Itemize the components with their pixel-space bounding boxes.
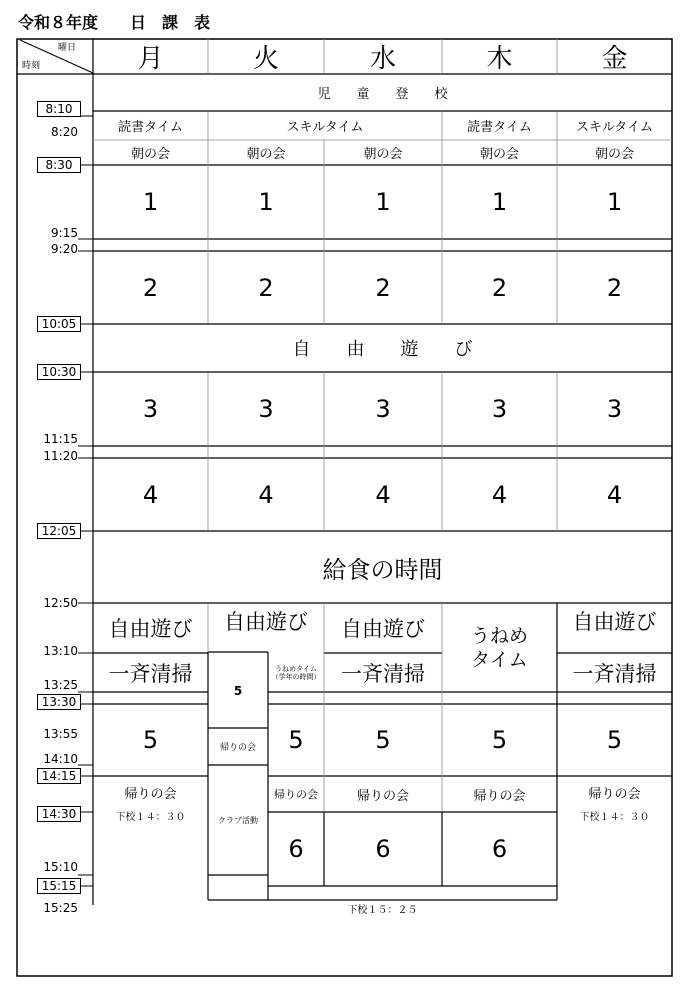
time-1515: 15:15 <box>37 878 81 894</box>
time-1310: 13:10 <box>43 644 78 658</box>
p4-fri: 4 <box>606 480 623 509</box>
time-1325: 13:25 <box>43 678 78 692</box>
asa-thu: 朝の会 <box>479 147 519 162</box>
p6-wed: 6 <box>375 835 391 863</box>
asa-mon: 朝の会 <box>130 147 170 162</box>
p3-mon: 3 <box>142 395 159 423</box>
time-1430: 14:30 <box>37 806 81 822</box>
jikoku-label: 時刻 <box>22 61 41 71</box>
time-1005: 10:05 <box>37 316 81 332</box>
free-wed: 自由遊び <box>341 617 425 641</box>
p4-thu: 4 <box>491 480 508 509</box>
geko-fri: 下校１４：３０ <box>579 811 650 823</box>
p1-thu: 1 <box>491 188 508 216</box>
time-1120: 11:20 <box>43 449 78 463</box>
time-0820: 8:20 <box>51 125 78 139</box>
time-0920: 9:20 <box>51 242 78 256</box>
time-1205: 12:05 <box>37 523 81 539</box>
day-fri: 金 <box>601 44 628 74</box>
p2-tue: 2 <box>258 273 274 302</box>
day-mon: 月 <box>137 44 164 74</box>
day-tue: 火 <box>252 44 279 74</box>
kaeri-fri: 帰りの会 <box>588 786 641 802</box>
skill-tue-wed: スキルタイム <box>286 120 364 135</box>
kaeri-mon: 帰りの会 <box>124 786 177 802</box>
p3-thu: 3 <box>491 395 508 423</box>
p4-wed: 4 <box>375 480 391 509</box>
day-thu: 木 <box>486 44 513 74</box>
asa-wed: 朝の会 <box>363 147 403 162</box>
reading-thu: 読書タイム <box>467 120 532 135</box>
free-play-cell: 自 由 遊 び <box>292 339 473 360</box>
p1-fri: 1 <box>606 188 623 216</box>
p2-thu: 2 <box>491 273 508 302</box>
time-1410: 14:10 <box>43 752 78 766</box>
time-1355: 13:55 <box>43 727 78 741</box>
kaeri-tue-small: 帰りの会 <box>219 743 256 753</box>
p5-tue: 5 <box>288 726 304 754</box>
p2-wed: 2 <box>375 273 391 302</box>
p2-fri: 2 <box>606 273 623 302</box>
p5-wed: 5 <box>375 726 391 754</box>
clean-fri: 一斉清掃 <box>572 661 657 686</box>
skill-fri: スキルタイム <box>575 120 654 135</box>
kaeri-tue: 帰りの会 <box>274 788 318 801</box>
geko-1525: 下校１５：２５ <box>347 904 418 916</box>
page-title: 令和８年度 日 課 表 <box>18 13 211 32</box>
time-1525: 15:25 <box>43 901 78 915</box>
club-tue: クラブ活動 <box>218 815 258 825</box>
time-1250: 12:50 <box>43 596 78 610</box>
p5-thu: 5 <box>491 726 508 754</box>
time-1415: 14:15 <box>37 768 81 784</box>
time-0915: 9:15 <box>51 226 78 240</box>
time-1115: 11:15 <box>43 432 78 446</box>
kaeri-wed: 帰りの会 <box>356 788 409 804</box>
day-wed: 水 <box>369 44 396 74</box>
p4-tue: 4 <box>258 480 274 509</box>
p5-fri: 5 <box>606 726 623 754</box>
free-tue: 自由遊び <box>224 610 308 634</box>
p6-thu: 6 <box>491 835 508 863</box>
p1-tue: 1 <box>258 188 274 216</box>
time-1510: 15:10 <box>43 860 78 874</box>
p3-fri: 3 <box>606 395 623 423</box>
p3-tue: 3 <box>258 395 274 423</box>
time-0830: 8:30 <box>37 157 81 173</box>
asa-tue: 朝の会 <box>246 147 286 162</box>
p1-mon: 1 <box>142 188 159 216</box>
youbi-label: 曜日 <box>58 43 77 53</box>
time-1330: 13:30 <box>37 694 81 710</box>
p3-wed: 3 <box>375 395 391 423</box>
p1-wed: 1 <box>375 188 391 216</box>
p6-tue: 6 <box>288 835 304 863</box>
lunch-cell: 給食の時間 <box>322 555 443 584</box>
clean-wed: 一斉清掃 <box>341 661 425 686</box>
toukou-cell: 児 童 登 校 <box>317 86 448 102</box>
free-fri: 自由遊び <box>572 610 657 634</box>
p4-mon: 4 <box>142 480 159 509</box>
uneme-thu: うねめ タイム <box>470 624 528 671</box>
time-0810: 8:10 <box>37 101 81 117</box>
p5-tue-small: 5 <box>233 683 243 698</box>
kaeri-thu: 帰りの会 <box>473 788 526 804</box>
uneme-small-tue: うねめタイム （学年の時間） <box>271 664 321 681</box>
geko-mon: 下校１４：３０ <box>115 811 186 823</box>
reading-mon: 読書タイム <box>118 120 183 135</box>
clean-mon: 一斉清掃 <box>108 661 193 686</box>
time-1030: 10:30 <box>37 364 81 380</box>
p2-mon: 2 <box>142 273 159 302</box>
p5-mon: 5 <box>142 726 159 754</box>
asa-fri: 朝の会 <box>594 147 634 162</box>
free-mon: 自由遊び <box>108 617 193 641</box>
